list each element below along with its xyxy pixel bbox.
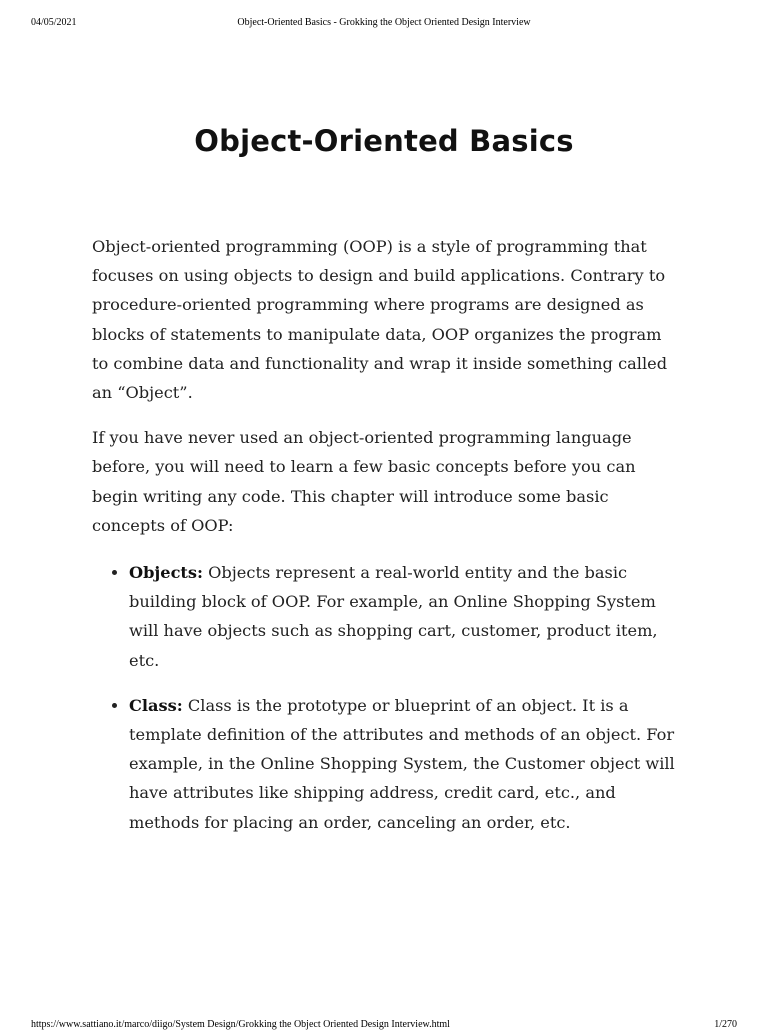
concept-item-objects — [129, 558, 682, 675]
concept-term: Objects: — [129, 563, 203, 583]
concept-description: Class is the prototype or blueprint of an object. It is a template definition of the attributes and methods of an object. For example, in the Online Shopping System, the Customer object will have attributes like shipping address, credit card, etc., and methods for placing an order, canceling an order, etc. — [129, 695, 675, 832]
concept-term: Class: — [129, 695, 183, 715]
print-date: 04/05/2021 — [31, 17, 77, 28]
print-url: https://www.sattiano.it/marco/diigo/System Design/Grokking the Object Oriented Design Interview.html — [31, 1019, 450, 1030]
concept-item-class — [129, 691, 682, 837]
print-document-title: Object-Oriented Basics - Grokking the Object Oriented Design Interview — [237, 17, 531, 28]
print-footer — [31, 1019, 737, 1031]
concepts-intro-paragraph: If you have never used an object-oriented programming language before, you will need to learn a few basic concepts before you can begin writing any code. This chapter will introduce some basic concepts of OOP: — [92, 428, 636, 535]
concept-description: Objects represent a real-world entity and the basic building block of OOP. For example, an Online Shopping System will have objects such as shopping cart, customer, product item, etc. — [129, 563, 658, 670]
intro-paragraph: Object-oriented programming (OOP) is a style of programming that focuses on using objects to design and build applications. Contrary to procedure-oriented programming where programs are designed as blocks of statements to manipulate data, OOP organizes the program to combine data and functionality and wrap it inside something called an “Object”. — [92, 237, 668, 403]
print-header — [31, 17, 737, 31]
concepts-list — [92, 558, 682, 837]
page-number: 1/270 — [714, 1019, 737, 1030]
page-title: Object-Oriented Basics — [194, 124, 574, 158]
article-body — [92, 232, 682, 853]
